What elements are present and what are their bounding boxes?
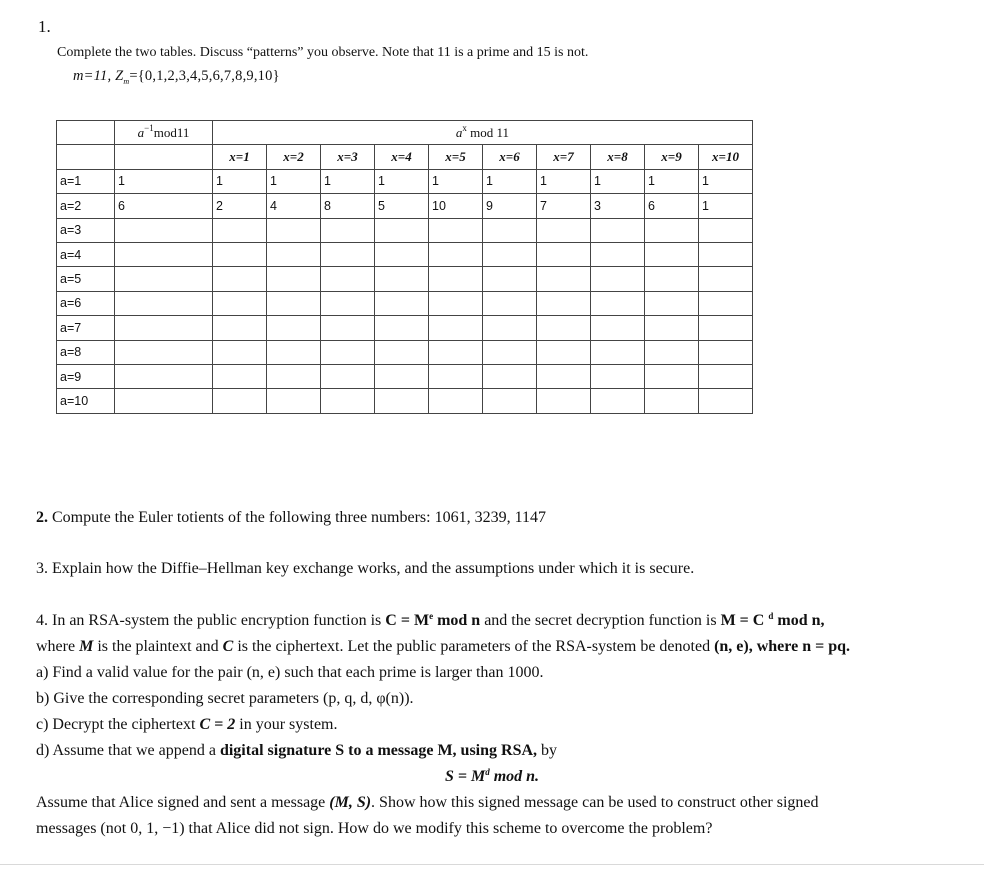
corner-cell xyxy=(57,121,115,145)
table-row xyxy=(57,340,753,364)
inverse-cell[interactable] xyxy=(115,218,213,242)
power-cell[interactable] xyxy=(213,389,267,413)
power-cell[interactable] xyxy=(267,316,321,340)
power-cell[interactable] xyxy=(699,316,753,340)
x-header: x=8 xyxy=(591,145,645,169)
blank-cell xyxy=(115,145,213,169)
question-1-instructions: Complete the two tables. Discuss “patterns” you observe. Note that 11 is a prime and 15 is not. xyxy=(57,45,589,60)
power-header: $a^x$ mod 11 xyxy=(213,121,753,145)
table-row xyxy=(57,218,753,242)
modulus-sub: m xyxy=(123,76,130,86)
row-label: a=6 xyxy=(57,291,115,315)
table-row xyxy=(57,242,753,266)
row-label: a=5 xyxy=(57,267,115,291)
power-cell[interactable] xyxy=(537,242,591,266)
power-cell[interactable] xyxy=(645,316,699,340)
inverse-cell[interactable] xyxy=(115,340,213,364)
power-cell[interactable] xyxy=(591,218,645,242)
x-header: x=9 xyxy=(645,145,699,169)
power-cell[interactable] xyxy=(429,242,483,266)
row-label: a=10 xyxy=(57,389,115,413)
power-cell[interactable] xyxy=(267,218,321,242)
power-cell[interactable] xyxy=(537,389,591,413)
power-cell[interactable] xyxy=(483,242,537,266)
power-cell[interactable] xyxy=(321,267,375,291)
row-label: a=2 xyxy=(57,194,115,218)
q4-line-1: 4. In an RSA-system the public encryption function is $C = M^e$ mod n and the secret decryption function is M = C $^d$ mod n, xyxy=(36,611,825,629)
power-cell[interactable]: 2 xyxy=(213,194,267,218)
power-cell[interactable]: 1 xyxy=(267,169,321,193)
power-cell[interactable] xyxy=(537,340,591,364)
power-cell[interactable] xyxy=(213,364,267,388)
table-row xyxy=(57,194,753,218)
power-cell[interactable]: 1 xyxy=(699,169,753,193)
power-cell[interactable] xyxy=(321,242,375,266)
blank-cell xyxy=(57,145,115,169)
inverse-cell[interactable]: 1 xyxy=(115,169,213,193)
power-cell[interactable] xyxy=(591,340,645,364)
table-row xyxy=(57,364,753,388)
table-header-row-1 xyxy=(57,121,753,145)
power-cell[interactable]: 10 xyxy=(429,194,483,218)
power-cell[interactable]: 8 xyxy=(321,194,375,218)
signature-formula: $S = M^d$ mod n. xyxy=(444,767,540,785)
x-header: x=1 xyxy=(213,145,267,169)
power-cell[interactable] xyxy=(699,267,753,291)
power-cell[interactable] xyxy=(591,242,645,266)
power-cell[interactable] xyxy=(699,340,753,364)
power-cell[interactable]: 1 xyxy=(537,169,591,193)
q4-part-b: b) Give the corresponding secret parameters (p, q, d, φ(n)). xyxy=(36,690,414,707)
power-cell[interactable] xyxy=(591,267,645,291)
inverse-cell[interactable] xyxy=(115,389,213,413)
power-cell[interactable] xyxy=(213,291,267,315)
power-cell[interactable] xyxy=(483,218,537,242)
power-cell[interactable]: 7 xyxy=(537,194,591,218)
row-label: a=4 xyxy=(57,242,115,266)
power-cell[interactable] xyxy=(591,364,645,388)
x-header: x=5 xyxy=(429,145,483,169)
power-cell[interactable] xyxy=(375,389,429,413)
q4-part-a: a) Find a valid value for the pair (n, e) such that each prime is larger than 1000. xyxy=(36,664,544,681)
power-cell[interactable] xyxy=(375,291,429,315)
power-cell[interactable] xyxy=(537,267,591,291)
power-cell[interactable] xyxy=(699,291,753,315)
row-label: a=7 xyxy=(57,316,115,340)
power-cell[interactable] xyxy=(375,218,429,242)
power-cell[interactable] xyxy=(429,364,483,388)
modular-table xyxy=(56,120,753,414)
power-cell[interactable] xyxy=(537,364,591,388)
table-row xyxy=(57,316,753,340)
power-cell[interactable]: 1 xyxy=(321,169,375,193)
power-cell[interactable] xyxy=(321,364,375,388)
x-header: x=10 xyxy=(699,145,753,169)
table-row xyxy=(57,291,753,315)
power-cell[interactable] xyxy=(483,389,537,413)
power-cell[interactable] xyxy=(483,291,537,315)
power-cell[interactable] xyxy=(429,316,483,340)
modulus-definition xyxy=(73,68,280,86)
power-cell[interactable]: 1 xyxy=(645,169,699,193)
power-cell[interactable] xyxy=(645,340,699,364)
power-cell[interactable] xyxy=(699,242,753,266)
power-cell[interactable] xyxy=(429,389,483,413)
power-cell[interactable] xyxy=(699,218,753,242)
power-cell[interactable] xyxy=(267,389,321,413)
x-header: x=7 xyxy=(537,145,591,169)
power-cell[interactable]: 1 xyxy=(483,169,537,193)
power-cell[interactable] xyxy=(213,267,267,291)
power-cell[interactable] xyxy=(213,242,267,266)
question-1-number: 1. xyxy=(38,17,51,36)
power-cell[interactable] xyxy=(375,316,429,340)
power-cell[interactable] xyxy=(429,218,483,242)
power-cell[interactable] xyxy=(645,389,699,413)
power-cell[interactable] xyxy=(321,340,375,364)
modulus-set: ={0,1,2,3,4,5,6,7,8,9,10} xyxy=(129,68,280,84)
power-cell[interactable]: 1 xyxy=(375,169,429,193)
inverse-cell[interactable]: 6 xyxy=(115,194,213,218)
power-cell[interactable]: 3 xyxy=(591,194,645,218)
page-divider xyxy=(0,864,984,865)
power-cell[interactable]: 9 xyxy=(483,194,537,218)
power-cell[interactable] xyxy=(321,389,375,413)
power-cell[interactable] xyxy=(591,389,645,413)
question-4 xyxy=(36,608,966,842)
row-label: a=9 xyxy=(57,364,115,388)
power-cell[interactable]: 1 xyxy=(213,169,267,193)
power-cell[interactable] xyxy=(213,316,267,340)
power-cell[interactable] xyxy=(375,364,429,388)
x-header: x=6 xyxy=(483,145,537,169)
power-cell[interactable] xyxy=(429,267,483,291)
power-cell[interactable] xyxy=(537,218,591,242)
inverse-cell[interactable] xyxy=(115,364,213,388)
power-cell[interactable] xyxy=(483,316,537,340)
power-cell[interactable] xyxy=(375,340,429,364)
x-header: x=3 xyxy=(321,145,375,169)
q4-line-2: where M is the plaintext and C is the ciphertext. Let the public parameters of the RSA-system be denoted (n, e), where n = pq. xyxy=(36,638,850,655)
power-cell[interactable] xyxy=(267,364,321,388)
power-cell[interactable]: 5 xyxy=(375,194,429,218)
q4-part-d: d) Assume that we append a digital signature S to a message M, using RSA, by xyxy=(36,742,558,759)
power-cell[interactable]: 6 xyxy=(645,194,699,218)
power-cell[interactable] xyxy=(483,364,537,388)
x-header: x=2 xyxy=(267,145,321,169)
power-cell[interactable]: 1 xyxy=(429,169,483,193)
table-row xyxy=(57,389,753,413)
power-cell[interactable] xyxy=(429,340,483,364)
power-cell[interactable] xyxy=(591,291,645,315)
power-cell[interactable]: 1 xyxy=(699,194,753,218)
power-cell[interactable] xyxy=(591,316,645,340)
q4-paragraph-1: Assume that Alice signed and sent a message (M, S). Show how this signed message can be used to construct other signed xyxy=(36,794,819,811)
modulus-m: m=11, Z xyxy=(73,68,124,84)
q4-paragraph-2: messages (not 0, 1, −1) that Alice did not sign. How do we modify this scheme to overcome the problem? xyxy=(36,820,713,837)
power-cell[interactable] xyxy=(645,291,699,315)
power-cell[interactable] xyxy=(537,291,591,315)
table-row xyxy=(57,267,753,291)
power-cell[interactable] xyxy=(645,218,699,242)
power-cell[interactable] xyxy=(213,340,267,364)
power-cell[interactable]: 1 xyxy=(591,169,645,193)
power-cell[interactable] xyxy=(213,218,267,242)
table-row xyxy=(57,169,753,193)
power-cell[interactable] xyxy=(375,242,429,266)
power-cell[interactable] xyxy=(483,267,537,291)
power-cell[interactable] xyxy=(375,267,429,291)
question-3: 3. Explain how the Diffie–Hellman key exchange works, and the assumptions under which it is secure. xyxy=(36,560,695,577)
row-label: a=1 xyxy=(57,169,115,193)
table-header-row-2 xyxy=(57,145,753,169)
power-cell[interactable] xyxy=(429,291,483,315)
power-cell[interactable] xyxy=(267,242,321,266)
power-cell[interactable] xyxy=(267,267,321,291)
power-cell[interactable] xyxy=(267,291,321,315)
x-header: x=4 xyxy=(375,145,429,169)
power-cell[interactable] xyxy=(699,389,753,413)
power-cell[interactable] xyxy=(537,316,591,340)
q4-part-c: c) Decrypt the ciphertext C = 2 in your system. xyxy=(36,716,338,733)
inverse-cell[interactable] xyxy=(115,291,213,315)
inverse-cell[interactable] xyxy=(115,242,213,266)
power-cell[interactable] xyxy=(321,291,375,315)
inverse-header: $a^{-1}mod11$ xyxy=(115,121,213,145)
power-cell[interactable]: 4 xyxy=(267,194,321,218)
question-2-number: 2. xyxy=(36,509,48,526)
power-cell[interactable] xyxy=(645,267,699,291)
inverse-cell[interactable] xyxy=(115,267,213,291)
inverse-cell[interactable] xyxy=(115,316,213,340)
power-cell[interactable] xyxy=(267,340,321,364)
power-cell[interactable] xyxy=(645,364,699,388)
power-cell[interactable] xyxy=(483,340,537,364)
row-label: a=8 xyxy=(57,340,115,364)
row-label: a=3 xyxy=(57,218,115,242)
question-2 xyxy=(36,505,546,531)
question-2-text: Compute the Euler totients of the following three numbers: 1061, 3239, 1147 xyxy=(48,509,546,526)
power-cell[interactable] xyxy=(699,364,753,388)
power-cell[interactable] xyxy=(321,316,375,340)
power-cell[interactable] xyxy=(321,218,375,242)
power-cell[interactable] xyxy=(645,242,699,266)
